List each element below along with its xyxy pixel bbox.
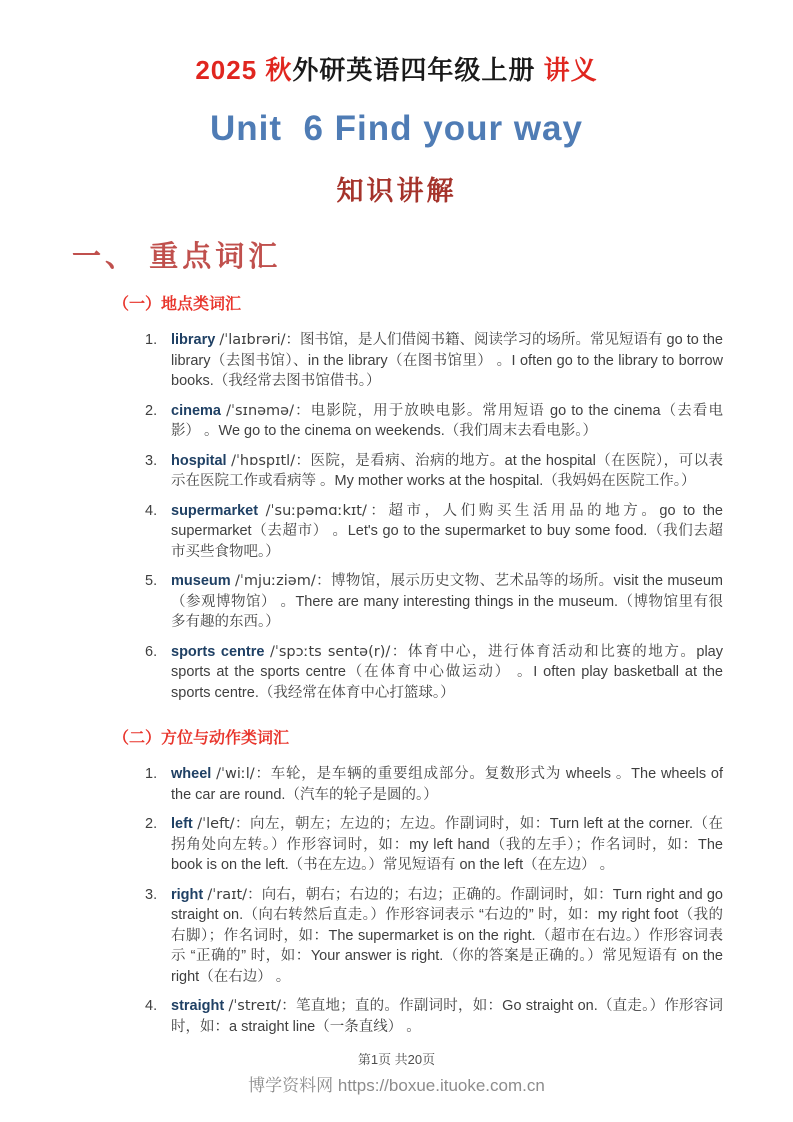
item-number: 2. (145, 402, 158, 419)
vocab-phonetic: /ˈspɔːts sentə(r)/： (269, 643, 408, 660)
vocab-phonetic: /ˈhɒspɪtl/： (231, 452, 311, 469)
doc-title-suffix: 讲义 (535, 55, 598, 85)
vocab-word: left (171, 816, 193, 832)
section-heading-key-vocab: 一、 重点词汇 (72, 241, 282, 273)
vocab-word: museum (171, 573, 231, 589)
vocab-definition: 车轮，是车辆的重要组成部分。复数形式为 wheels 。The wheels of the car are round.（汽车的轮子是圆的。） (171, 766, 723, 803)
vocab-item-museum (145, 571, 723, 633)
page-number: 第1页 共20页 (357, 1052, 436, 1067)
vocab-definition: 电影院，用于放映电影。常用短语 go to the cinema（去看电影） 。We go to the cinema on weekends.（我们周末去看电影。） (171, 402, 723, 439)
vocab-item-straight (145, 996, 723, 1037)
subtitle-knowledge: 知识讲解 (336, 176, 457, 206)
vocab-item-library (145, 330, 723, 392)
vocab-item-right (145, 885, 723, 988)
vocab-word: right (171, 886, 204, 903)
vocab-item-supermarket (145, 501, 723, 563)
vocab-phonetic: /ˈwiːl/： (216, 766, 271, 782)
item-number: 4. (145, 998, 158, 1014)
item-number: 3. (145, 886, 158, 903)
doc-title-middle: 外研英语四年级上册 (292, 55, 536, 85)
vocab-definition: 医院，是看病、治病的地方。at the hospital（在医院），可以表示在医院工作或看病等 。My mother works at the hospital.（我妈妈在医院工作。） (171, 452, 723, 489)
vocab-phonetic: /ˈmjuːziəm/： (235, 573, 331, 589)
vocab-item-sports-centre (145, 642, 723, 704)
item-number: 2. (145, 816, 158, 832)
vocab-definition: 超市，人们购买生活用品的地方。go to the supermarket（去超市） 。Let's go to the supermarket to buy some food.（我们去超市买些食物吧。） (171, 502, 723, 560)
vocab-list-directions (145, 764, 723, 1037)
item-number: 5. (145, 573, 158, 589)
page-footer (0, 1049, 793, 1096)
vocab-list-places (145, 330, 723, 703)
vocab-phonetic: /ˈleft/： (197, 816, 250, 832)
vocab-phonetic: /ˈstreɪt/： (228, 998, 297, 1014)
vocab-definition: 向左，朝左；左边的；左边。作副词时，如：Turn left at the corner.（在拐角处向左转。）作形容词时，如：my left hand（我的左手）；作名词时，如：The book is on the left.（书在左边。）常见短语有 on the left（在左边） 。 (171, 816, 724, 873)
vocab-definition: 体育中心，进行体育活动和比赛的地方。play sports at the sports centre（在体育中心做运动） 。I often play basketball at the sports centre.（我经常在体育中心打篮球。） (171, 643, 723, 701)
item-number: 4. (145, 502, 158, 519)
vocab-item-wheel (145, 764, 723, 805)
vocab-definition: 图书馆，是人们借阅书籍、阅读学习的场所。常见短语有 go to the library（去图书馆）、in the library（在图书馆里） 。I often go to the library to borrow books.（我经常去图书馆借书。） (171, 332, 723, 389)
vocab-phonetic: /ˈlaɪbrəri/： (219, 332, 301, 348)
vocab-definition: 博物馆，展示历史文物、艺术品等的场所。visit the museum（参观博物馆） 。There are many interesting things in the museum.（博物馆里有很多有趣的东西。） (171, 573, 724, 630)
subsection-heading-places: （一）地点类词汇 (113, 296, 242, 313)
item-number: 6. (145, 643, 158, 660)
item-number: 1. (145, 766, 158, 782)
vocab-item-cinema (145, 401, 723, 442)
vocab-word: library (171, 332, 216, 348)
doc-title (0, 50, 793, 87)
vocab-item-left (145, 814, 723, 876)
subsection-heading-directions: （二）方位与动作类词汇 (113, 730, 290, 747)
vocab-definition: 向右，朝右；右边的；右边；正确的。作副词时，如：Turn right and go straight on.（向右转然后直走。）作形容词表示 “右边的” 时，如：my right foot（我的右脚）；作名词时，如：The supermarket is on the right.（超市在右边。）作形容词表示 “正确的” 时，如：Your answer is right.（你的答案是正确的。）常见短语有 on the right（在右边） 。 (171, 886, 723, 985)
item-number: 1. (145, 332, 158, 348)
vocab-word: hospital (171, 452, 227, 469)
vocab-word: supermarket (171, 502, 259, 519)
vocab-word: straight (171, 998, 225, 1014)
vocab-definition: 笔直地；直的。作副词时，如：Go straight on.（直走。）作形容词时，如：a straight line（一条直线） 。 (171, 998, 724, 1035)
vocab-phonetic: /ˈsuːpəmɑːkɪt/： (265, 502, 389, 519)
vocab-word: cinema (171, 402, 221, 419)
vocab-word: wheel (171, 766, 212, 782)
doc-title-year: 2025 秋 (195, 55, 293, 85)
vocab-phonetic: /ˈraɪt/： (207, 886, 262, 903)
vocab-phonetic: /ˈsɪnəmə/： (226, 402, 311, 419)
unit-title: Unit 6 Find your way (210, 109, 583, 148)
vocab-word: sports centre (171, 643, 265, 660)
item-number: 3. (145, 452, 158, 469)
vocab-item-hospital (145, 451, 723, 492)
site-url-link[interactable]: 博学资料网 https://boxue.ituoke.com.cn (248, 1076, 545, 1095)
